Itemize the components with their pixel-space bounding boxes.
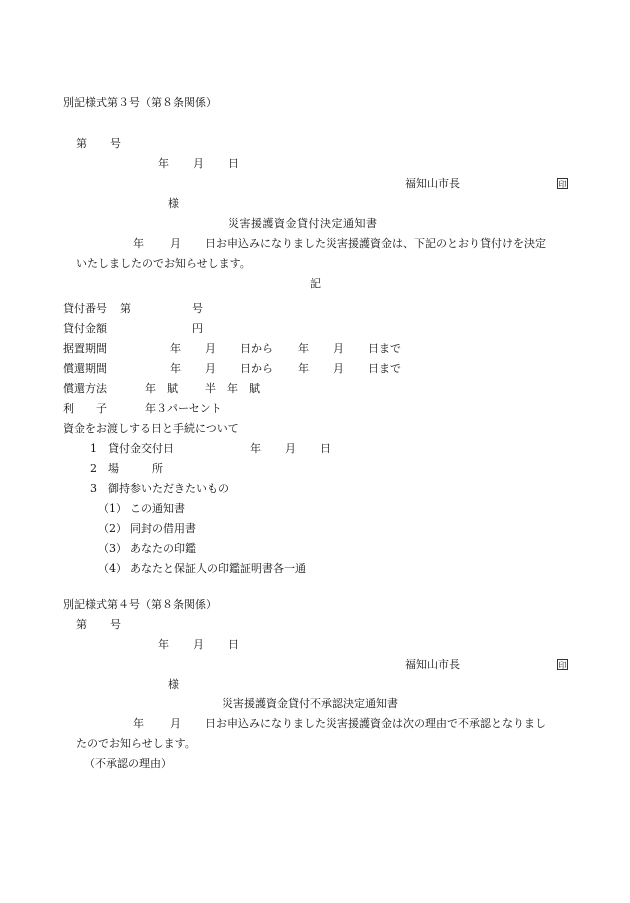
form3-sama: 様 — [168, 197, 179, 210]
repayment-year1: 年 — [170, 362, 181, 375]
deferment-year1: 年 — [170, 342, 181, 355]
subitem-2-text: 同封の借用書 — [130, 522, 196, 535]
repayment-month2: 月 — [333, 362, 344, 375]
proc-item2-num: 2 — [90, 462, 97, 475]
proc-item1-year: 年 — [250, 442, 261, 455]
form4-reason-heading: （不承認の理由） — [84, 757, 172, 770]
form3-number-dai: 第 — [76, 137, 87, 150]
deferment-label: 据置期間 — [63, 342, 107, 355]
form3-body-month: 月 — [170, 237, 181, 250]
proc-item1-label: 貸付金交付日 — [108, 442, 174, 455]
method-label: 償還方法 — [63, 382, 107, 395]
repayment-year2: 年 — [298, 362, 309, 375]
method-semiannual: 半 年 賦 — [205, 382, 260, 395]
deferment-to: 日まで — [368, 342, 401, 355]
form3-body-year: 年 — [133, 237, 144, 250]
form4-body-month: 月 — [170, 717, 181, 730]
proc-item3-num: 3 — [90, 482, 97, 495]
form3-date-day: 日 — [228, 157, 239, 170]
form4-title: 災害援護資金貸付不承認決定通知書 — [222, 697, 398, 710]
subitem-1-num: （1） — [98, 502, 127, 515]
form3-mayor: 福知山市長 — [405, 177, 460, 190]
form3-ki: 記 — [310, 277, 321, 290]
form3-body-line1: 日お申込みになりました災害援護資金は、下記のとおり貸付けを決定 — [205, 237, 546, 250]
form4-number-dai: 第 — [76, 618, 87, 631]
loan-amount-unit: 円 — [192, 322, 203, 335]
form4-body-year: 年 — [133, 717, 144, 730]
form4-date-month: 月 — [193, 638, 204, 651]
form4-body-line1: 日お申込みになりました災害援護資金は次の理由で不承認となりまし — [205, 717, 546, 730]
deferment-from: 日から — [240, 342, 273, 355]
subitem-4-num: （4） — [98, 562, 127, 575]
proc-item1-day: 日 — [320, 442, 331, 455]
deferment-month2: 月 — [333, 342, 344, 355]
loan-number-dai: 第 — [120, 302, 131, 315]
repayment-label: 償還期間 — [63, 362, 107, 375]
form3-date-year: 年 — [158, 157, 169, 170]
form4-sama: 様 — [168, 678, 179, 691]
loan-number-go: 号 — [192, 302, 203, 315]
form3-date-month: 月 — [193, 157, 204, 170]
proc-item2-label: 場 所 — [108, 462, 163, 475]
form3-seal-mark: 印 — [558, 180, 567, 189]
subitem-3-text: あなたの印鑑 — [130, 542, 196, 555]
form4-heading: 別記様式第４号（第８条関係） — [63, 598, 217, 611]
form3-body-line2: いたしましたのでお知らせします。 — [76, 257, 251, 270]
method-annual: 年 賦 — [145, 382, 178, 395]
interest-value: 年３パーセント — [145, 402, 222, 415]
deferment-year2: 年 — [298, 342, 309, 355]
subitem-1-text: この通知書 — [130, 502, 185, 515]
subitem-2-num: （2） — [98, 522, 127, 535]
proc-item3-label: 御持参いただきたいもの — [108, 482, 229, 495]
form4-mayor: 福知山市長 — [405, 658, 460, 671]
form4-number-go: 号 — [110, 618, 121, 631]
repayment-to: 日まで — [368, 362, 401, 375]
deferment-month1: 月 — [205, 342, 216, 355]
subitem-3-num: （3） — [98, 542, 127, 555]
repayment-month1: 月 — [205, 362, 216, 375]
loan-number-label: 貸付番号 — [63, 302, 107, 315]
loan-amount-label: 貸付金額 — [63, 322, 107, 335]
repayment-from: 日から — [240, 362, 273, 375]
form3-number-go: 号 — [110, 137, 121, 150]
form3-title: 災害援護資金貸付決定通知書 — [228, 217, 378, 230]
procedures-heading: 資金をお渡しする日と手続について — [63, 422, 239, 435]
subitem-4-text: あなたと保証人の印鑑証明書各一通 — [130, 562, 306, 575]
proc-item1-num: 1 — [90, 442, 97, 455]
interest-label: 利 子 — [63, 402, 107, 415]
form4-seal-mark: 印 — [558, 661, 567, 670]
proc-item1-month: 月 — [285, 442, 296, 455]
form4-body-line2: たのでお知らせします。 — [76, 737, 196, 750]
form4-date-day: 日 — [228, 638, 239, 651]
form4-date-year: 年 — [158, 638, 169, 651]
form3-heading: 別記様式第３号（第８条関係） — [63, 96, 217, 109]
